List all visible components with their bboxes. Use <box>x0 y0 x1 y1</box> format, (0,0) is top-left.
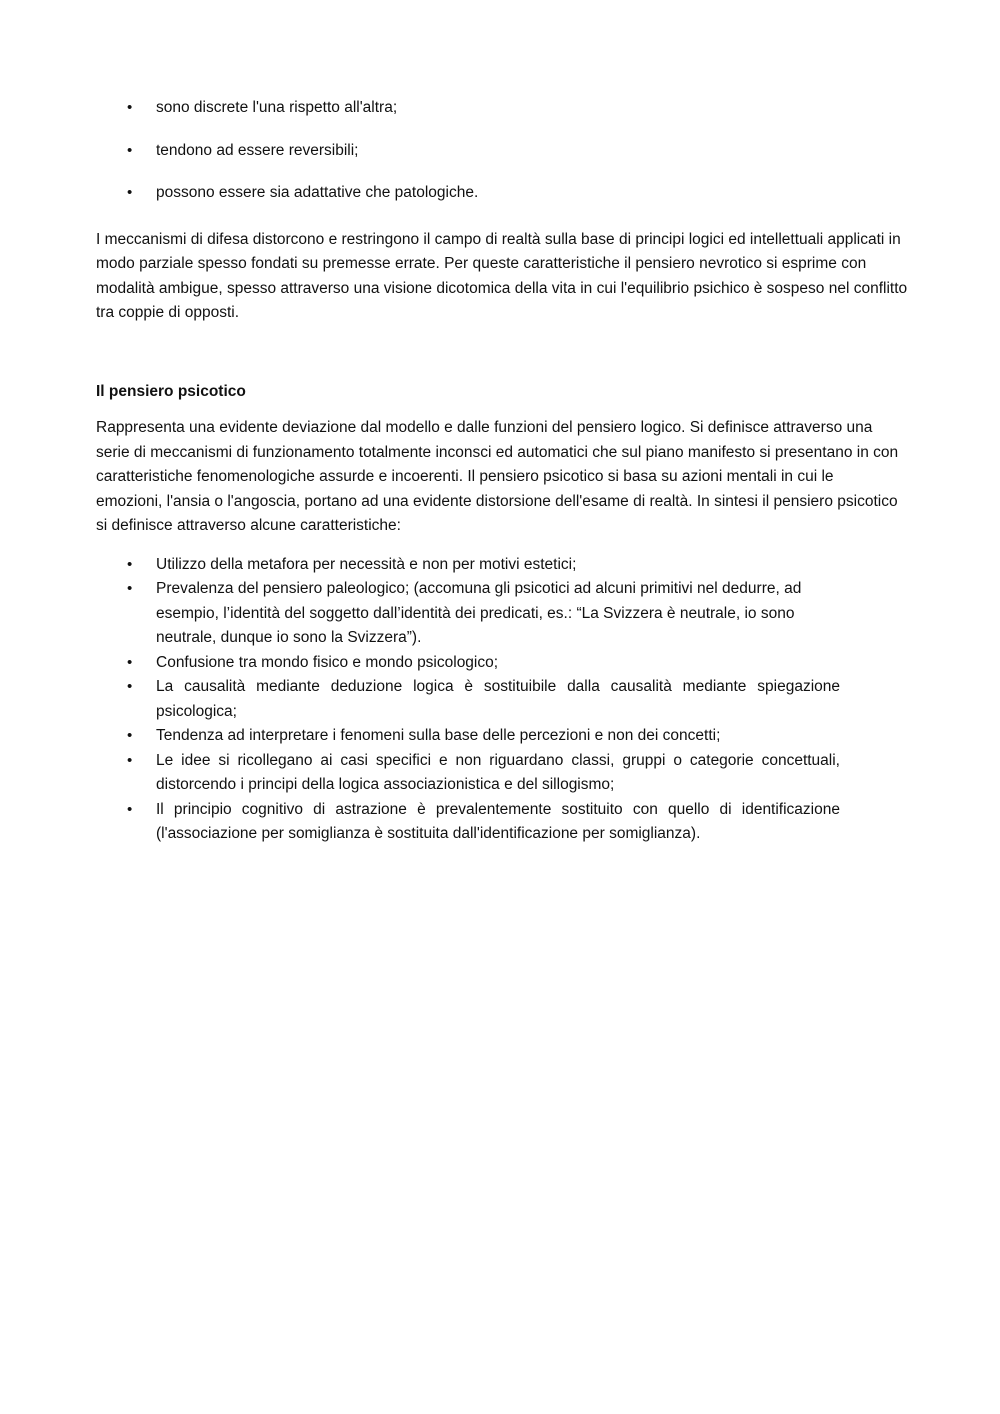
list-item <box>96 651 840 676</box>
list-item <box>96 798 840 847</box>
list-item <box>96 139 904 164</box>
bullet-icon: • <box>127 184 133 201</box>
bullet-icon: • <box>127 800 133 818</box>
bullet-icon: • <box>127 727 133 744</box>
list-item <box>96 181 904 206</box>
bullet-icon: • <box>127 751 133 769</box>
list-item <box>96 577 840 651</box>
list-item <box>96 96 904 121</box>
bullet-icon: • <box>127 653 133 671</box>
list-item-text: Il principio cognitivo di astrazione è prevalentemente sostituito con quello di identificazione (l'associazione per somiglianza è sostituita dall'identificazione per somiglianza). <box>156 800 840 842</box>
characteristics-list <box>96 553 840 847</box>
list-item-text: La causalità mediante deduzione logica è sostituibile dalla causalità mediante spiegazione psicologica; <box>156 678 840 720</box>
paragraph-psychotic-thought: Rappresenta una evidente deviazione dal modello e dalle funzioni del pensiero logico. Si definisce attraverso una serie di meccanismi di funzionamento totalmente inconsci ed automatici che sul piano manifesto si presentano in con caratteristiche fenomenologiche assurde e incoerenti. Il pensiero psicotico si basa su azioni mentali in cui le emozioni, l'ansia o l'angoscia, portano ad una evidente distorsione dell'esame di realtà. In sintesi il pensiero psicotico si definisce attraverso alcune caratteristiche: <box>96 419 899 534</box>
list-item-text: Utilizzo della metafora per necessità e non per motivi estetici; <box>156 555 577 573</box>
list-item <box>96 749 840 798</box>
list-item-text: tendono ad essere reversibili; <box>156 141 359 159</box>
bullet-icon: • <box>127 580 133 597</box>
list-item <box>96 675 840 724</box>
list-item-text: Confusione tra mondo fisico e mondo psicologico; <box>156 653 499 671</box>
page-content <box>96 96 908 847</box>
list-item <box>96 553 840 578</box>
paragraph-neurotic-thought: I meccanismi di difesa distorcono e restringono il campo di realtà sulla base di principi logici ed intellettuali applicati in modo parziale spesso fondati su premesse errate. Per queste caratteristiche il pensiero nevrotico si esprime con modalità ambigue, spesso attraverso una visione dicotomica della vita in cui l'equilibrio psichico è sospeso nel conflitto tra coppie di opposti. <box>96 230 908 321</box>
defense-mechanisms-list <box>96 96 904 206</box>
bullet-icon: • <box>127 99 133 116</box>
list-item <box>96 724 840 749</box>
bullet-icon: • <box>127 555 133 573</box>
bullet-icon: • <box>127 141 133 159</box>
list-item-text: possono essere sia adattative che patologiche. <box>156 184 479 201</box>
list-item-text: Prevalenza del pensiero paleologico; (accomuna gli psicotici ad alcuni primitivi nel dedurre, ad esempio, l’identità del soggetto dall’identità dei predicati, es.: “La Svizzera è neutrale, io sono neutrale, dunque io sono la Svizzera”). <box>156 580 802 646</box>
list-item-text: Tendenza ad interpretare i fenomeni sulla base delle percezioni e non dei concetti; <box>156 727 721 744</box>
section-heading: Il pensiero psicotico <box>96 382 246 400</box>
list-item-text: sono discrete l'una rispetto all'altra; <box>156 99 398 116</box>
bullet-icon: • <box>127 678 133 695</box>
list-item-text: Le idee si ricollegano ai casi specifici e non riguardano classi, gruppi o categorie concettuali, distorcendo i principi della logica associazionistica e del sillogismo; <box>156 751 840 793</box>
